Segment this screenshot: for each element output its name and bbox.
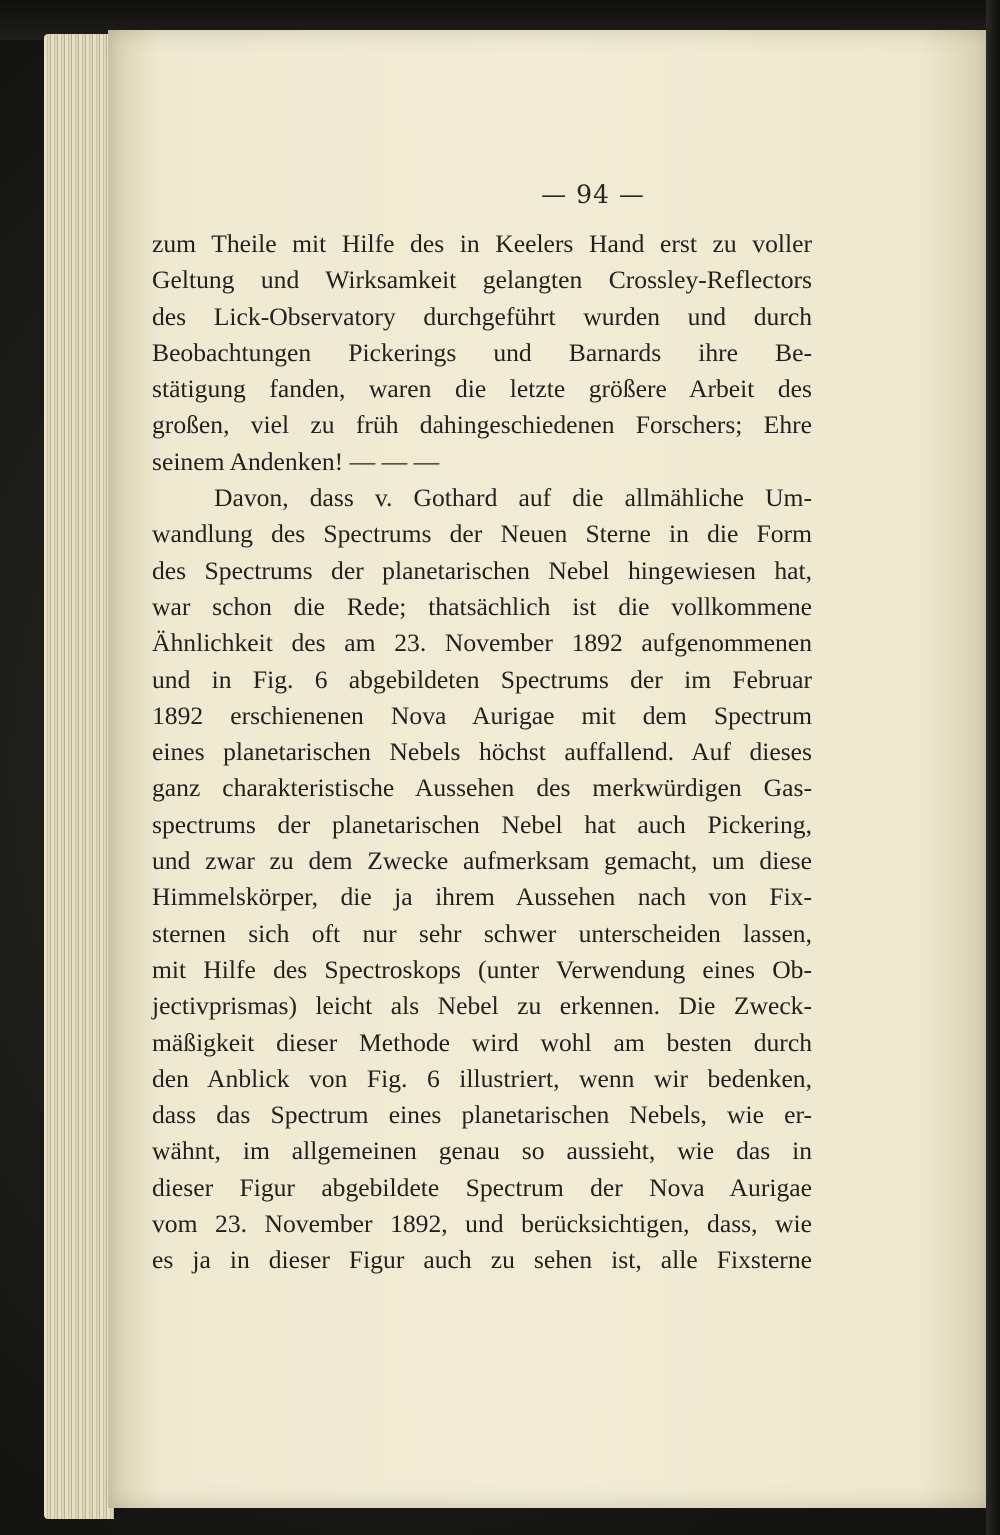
text-line: seinem Andenken! — — — xyxy=(152,446,440,476)
text-line: jectivprismas) leicht als Nebel zu erkennen. Die Zweck- xyxy=(152,991,812,1021)
text-line: des Spectrums der planetarischen Nebel hingewiesen hat, xyxy=(152,555,812,585)
text-line: den Anblick von Fig. 6 illustriert, wenn wir bedenken, xyxy=(152,1063,812,1093)
text-line: wandlung des Spectrums der Neuen Sterne in die Form xyxy=(152,519,812,549)
text-line: Beobachtungen Pickerings und Barnards ihre Be- xyxy=(152,337,812,367)
text-line: dass das Spectrum eines planetarischen Nebels, wie er- xyxy=(152,1100,812,1130)
text-line: 1892 erschienenen Nova Aurigae mit dem Spectrum xyxy=(152,700,812,730)
text-line: Himmelskörper, die ja ihrem Aussehen nach von Fix- xyxy=(152,882,812,912)
text-line: eines planetarischen Nebels höchst auffallend. Auf dieses xyxy=(152,737,812,767)
text-line: mäßigkeit dieser Methode wird wohl am besten durch xyxy=(152,1027,812,1057)
text-line: vom 23. November 1892, und berücksichtigen, dass, wie xyxy=(152,1209,812,1239)
text-line: mit Hilfe des Spectroskops (unter Verwendung eines Ob- xyxy=(152,954,812,984)
text-line: dieser Figur abgebildete Spectrum der Nova Aurigae xyxy=(152,1172,812,1202)
text-line: Davon, dass v. Gothard auf die allmähliche Um- xyxy=(214,483,812,513)
text-line: und in Fig. 6 abgebildeten Spectrums der im Februar xyxy=(152,664,812,694)
text-line: es ja in dieser Figur auch zu sehen ist, alle Fixsterne xyxy=(152,1245,812,1275)
text-line: spectrums der planetarischen Nebel hat auch Pickering, xyxy=(152,809,812,839)
page-edges xyxy=(44,34,114,1519)
text-line: Ähnlichkeit des am 23. November 1892 aufgenommenen xyxy=(152,628,812,658)
text-line: Geltung und Wirksamkeit gelangten Crossley-Reflectors xyxy=(152,265,812,295)
text-line: des Lick-Observatory durchgeführt wurden und durch xyxy=(152,301,812,331)
text-line: wähnt, im allgemeinen genau so aussieht, wie das in xyxy=(152,1136,812,1166)
text-line: stätigung fanden, waren die letzte größere Arbeit des xyxy=(152,374,812,404)
text-line: ganz charakteristische Aussehen des merkwürdigen Gas- xyxy=(152,773,812,803)
text-line: war schon die Rede; thatsächlich ist die vollkommene xyxy=(152,591,812,621)
page-number: — 94 — xyxy=(541,180,645,209)
text-line: zum Theile mit Hilfe des in Keelers Hand erst zu voller xyxy=(152,229,812,258)
text-line: großen, viel zu früh dahingeschiedenen Forschers; Ehre xyxy=(152,410,812,440)
book-cover-right xyxy=(986,0,1000,1535)
body-text xyxy=(152,226,812,1279)
text-line: und zwar zu dem Zwecke aufmerksam gemacht, um diese xyxy=(152,846,812,876)
text-line: sternen sich oft nur sehr schwer unterscheiden lassen, xyxy=(152,918,812,948)
